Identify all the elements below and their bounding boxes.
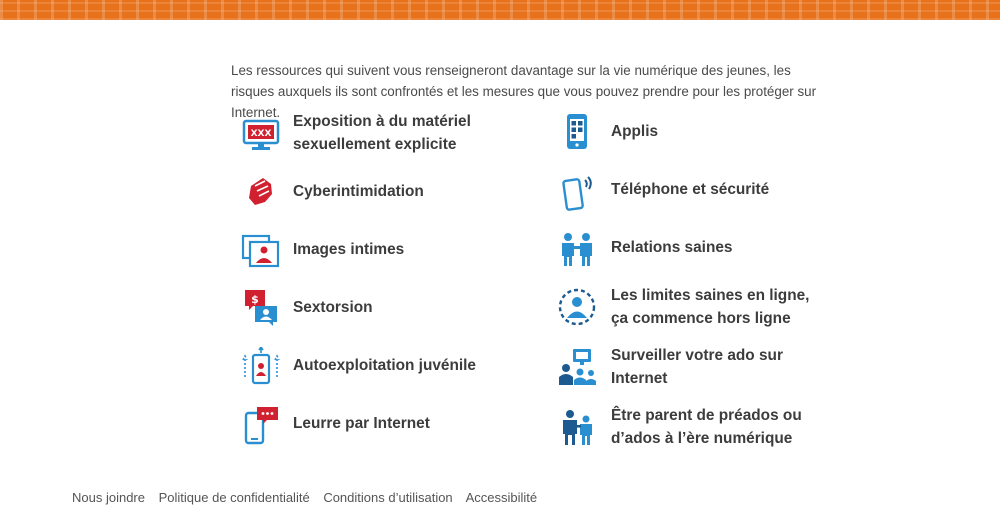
resource-label: Exposition à du matériel: [293, 113, 471, 130]
resource-label: Relations saines: [611, 239, 733, 256]
resource-label: Autoexploitation juvénile: [293, 357, 476, 374]
resource-label: Téléphone et sécurité: [611, 181, 770, 198]
footer-link-accessibility[interactable]: Accessibilité: [465, 490, 538, 505]
footer-link-contact[interactable]: Nous joindre: [72, 490, 145, 505]
resource-label: Sextorsion: [293, 299, 373, 316]
resource-label: ça commence hors ligne: [611, 310, 791, 327]
apps-phone-icon: [557, 112, 597, 152]
footer-link-privacy[interactable]: Politique de confidentialité: [158, 490, 310, 505]
resource-label: d’ados à l’ère numérique: [611, 430, 793, 447]
monitor-teen-icon: [557, 347, 597, 387]
resource-label: Internet: [611, 370, 668, 387]
top-banner: [0, 0, 1000, 20]
resource-label: Leurre par Internet: [293, 415, 430, 432]
resource-label: Les limites saines en ligne,: [611, 287, 810, 304]
parent-teen-icon: [557, 407, 597, 447]
resource-label: Cyberintimidation: [293, 183, 424, 200]
footer-link-terms[interactable]: Conditions d’utilisation: [323, 490, 453, 505]
resource-label: Images intimes: [293, 241, 405, 258]
person-boundary-icon: [557, 287, 597, 327]
intimate-images-icon: [241, 231, 281, 271]
resource-label: Être parent de préados ou: [611, 407, 802, 424]
svg-text:XXX: XXX: [250, 129, 272, 139]
svg-text:$: $: [251, 293, 259, 306]
resource-label: Surveiller votre ado sur: [611, 347, 783, 364]
fist-icon: [241, 172, 281, 212]
resource-label: sexuellement explicite: [293, 136, 457, 153]
phone-signal-icon: [557, 172, 597, 212]
footer-links: [72, 490, 547, 505]
self-exploitation-icon: [241, 347, 281, 387]
sextortion-icon: [241, 288, 281, 328]
xxx-monitor-icon: [241, 114, 281, 154]
resource-label: Applis: [611, 123, 659, 140]
two-people-icon: [557, 230, 597, 270]
intro-text: Les ressources qui suivent vous renseigneront davantage sur la vie numérique des jeunes, les risques auxquels ils sont confrontés et les mesures que vous pouvez prendre pour les protéger sur Internet.: [231, 63, 817, 121]
luring-phone-icon: [241, 405, 281, 445]
